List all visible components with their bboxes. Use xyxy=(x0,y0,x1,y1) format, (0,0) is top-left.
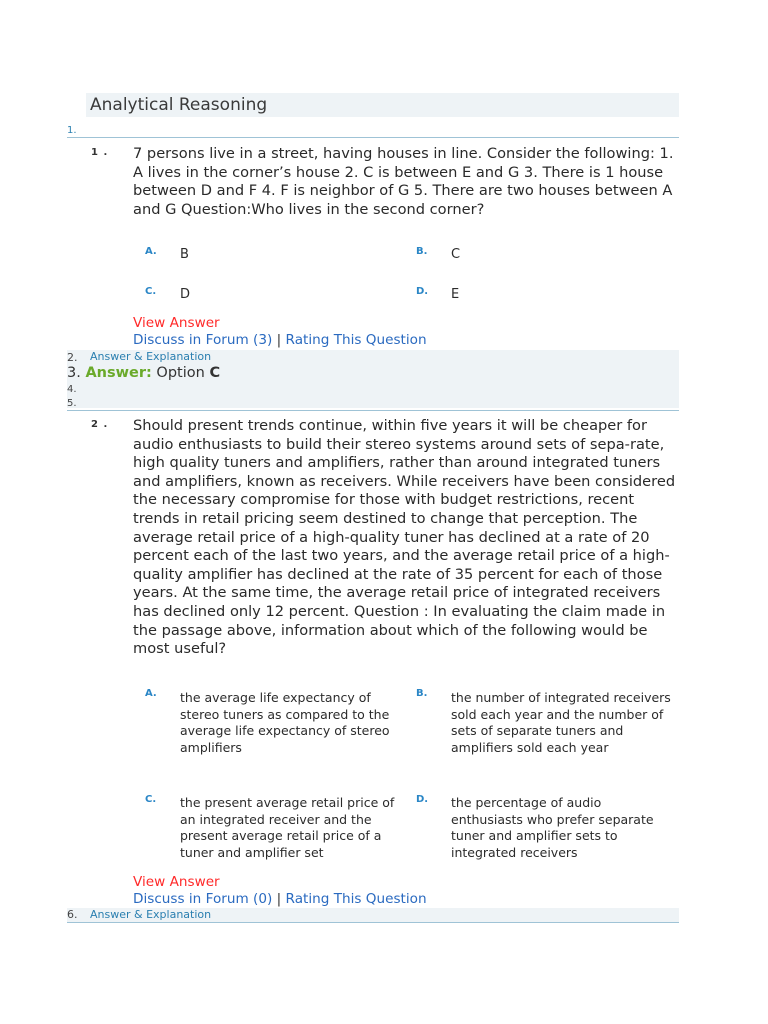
option-d[interactable]: the percentage of audio enthusiasts who prefer separate tuner and amplifier sets to integrated receivers xyxy=(451,795,654,860)
option-letter-d[interactable]: D. xyxy=(416,286,429,297)
forum-line xyxy=(133,891,427,907)
forum-line xyxy=(133,332,427,348)
line-number: 5. xyxy=(67,398,77,409)
answer-text: Option xyxy=(156,365,205,381)
option-b[interactable]: the number of integrated receivers sold each year and the number of sets of separate tuners and amplifiers sold each year xyxy=(451,690,671,755)
separator: | xyxy=(276,332,282,348)
divider xyxy=(67,922,679,923)
answer-line xyxy=(67,365,220,381)
view-answer-link[interactable]: View Answer xyxy=(133,874,220,890)
option-letter-b[interactable]: B. xyxy=(416,246,428,257)
divider xyxy=(67,410,679,411)
divider xyxy=(67,137,679,138)
question-text: Should present trends continue, within five years it will be cheaper for audio enthusiasts to build their stereo systems around sets of sepa-rate, high quality tuners and amplifiers, rather than around integrated tuners and amplifiers, known as receivers. While receivers have been considered the necessary compromise for those with budget restrictions, recent trends in retail pricing seem destined to change that perception. The average retail price of a high-quality tuner has declined at a rate of 20 percent each of the last two years, and the average retail price of a high-quality amplifier has declined at the rate of 35 percent for each of those years. At the same time, the average retail price of integrated receivers has declined only 12 percent. Question : In evaluating the claim made in the passage above, information about which of the following would be most useful? xyxy=(133,417,676,658)
rating-link[interactable]: Rating This Question xyxy=(285,332,427,348)
answer-value: C xyxy=(209,365,221,381)
option-a[interactable]: the average life expectancy of stereo tuners as compared to the average life expectancy of stereo amplifiers xyxy=(180,690,390,755)
question-text: 7 persons live in a street, having houses in line. Consider the following: 1. A lives in the corner’s house 2. C is between E and G 3. There is 1 house between D and F 4. F is neighbor of G 5. There are two houses between A and G Question:Who lives in the second corner? xyxy=(133,145,674,218)
option-a[interactable]: B xyxy=(180,247,189,262)
option-c[interactable]: the present average retail price of an integrated receiver and the present average retail price of a tuner and amplifier set xyxy=(180,795,395,860)
option-letter-d[interactable]: D. xyxy=(416,794,429,805)
view-answer-link[interactable]: View Answer xyxy=(133,315,220,331)
option-letter-a[interactable]: A. xyxy=(145,688,157,699)
option-b[interactable]: C xyxy=(451,247,461,262)
line-number: 6. xyxy=(67,908,78,921)
line-number: 4. xyxy=(67,384,77,395)
option-letter-b[interactable]: B. xyxy=(416,688,428,699)
line-number: 2. xyxy=(67,351,78,364)
answer-explanation-link[interactable]: Answer & Explanation xyxy=(90,350,212,363)
option-letter-c[interactable]: C. xyxy=(145,286,157,297)
option-d[interactable]: E xyxy=(451,287,460,302)
option-letter-c[interactable]: C. xyxy=(145,794,157,805)
page-title: Analytical Reasoning xyxy=(86,93,679,117)
option-letter-a[interactable]: A. xyxy=(145,246,157,257)
line-number: 1. xyxy=(67,125,77,136)
rating-link[interactable]: Rating This Question xyxy=(285,891,427,907)
answer-label: Answer: xyxy=(85,365,152,381)
option-c[interactable]: D xyxy=(180,287,191,302)
question-number: 1 . xyxy=(91,147,109,158)
answer-explanation-link[interactable]: Answer & Explanation xyxy=(90,908,212,921)
separator: | xyxy=(276,891,282,907)
discuss-forum-link[interactable]: Discuss in Forum (0) xyxy=(133,891,273,907)
discuss-forum-link[interactable]: Discuss in Forum (3) xyxy=(133,332,273,348)
line-number: 3. xyxy=(67,365,81,381)
question-number: 2 . xyxy=(91,419,109,430)
